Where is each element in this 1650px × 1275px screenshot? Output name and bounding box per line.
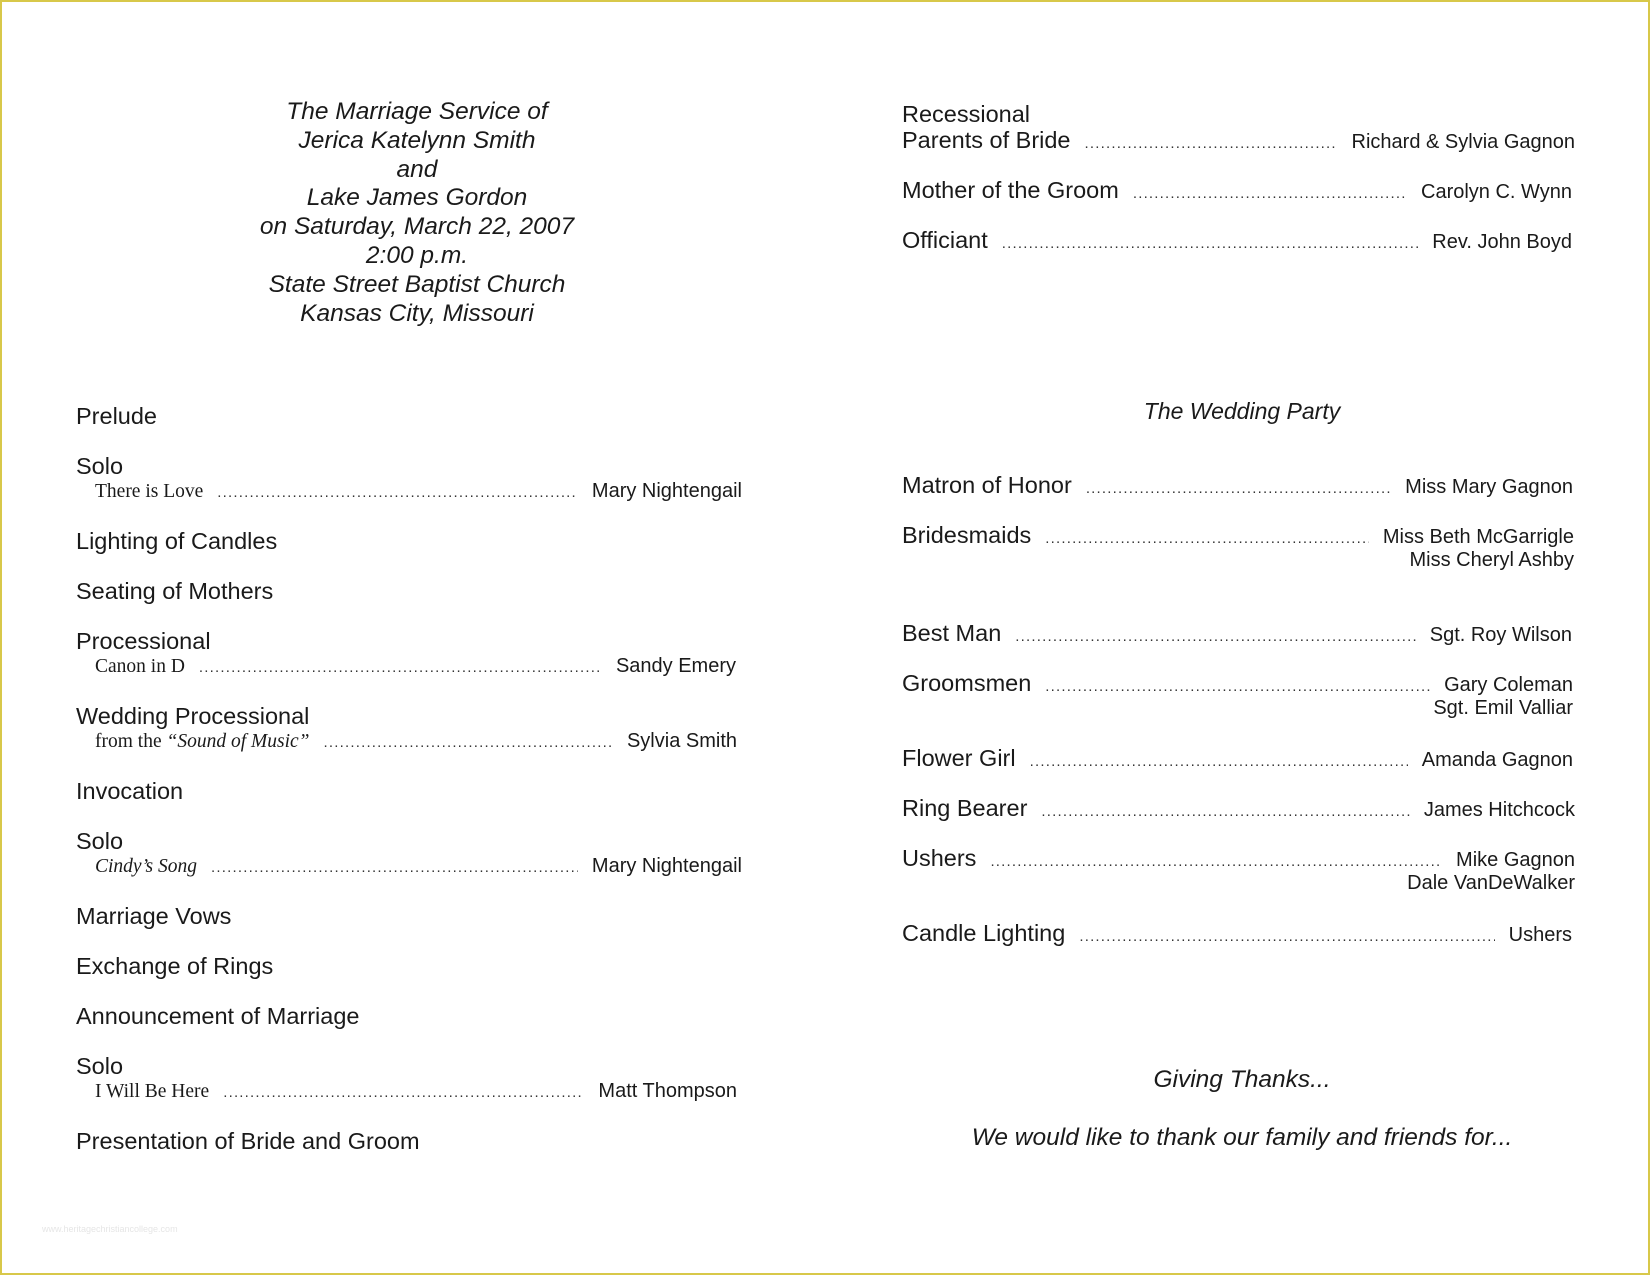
- program-item-rings: Exchange of Rings: [76, 953, 274, 979]
- program-item-wedding-processional: [76, 702, 737, 753]
- program-item-processional: [76, 627, 736, 678]
- role-names-second: Miss Cheryl Ashby: [1409, 549, 1574, 571]
- party-candle-lighting: [902, 920, 1572, 947]
- program-item-candles: Lighting of Candles: [76, 528, 278, 554]
- party-ring-bearer: [902, 795, 1575, 822]
- role-names: James Hitchcock: [1423, 799, 1575, 821]
- role-label: Mother of the Groom: [902, 177, 1119, 203]
- program-item-mothers: Seating of Mothers: [76, 578, 274, 604]
- performer-name: Mary Nightengail: [591, 855, 742, 877]
- giving-thanks-text: We would like to thank our family and friends for...: [971, 1124, 1513, 1151]
- performer-name: Sandy Emery: [615, 655, 736, 677]
- program-item-detail: [76, 1080, 737, 1103]
- recessional-officiant: [902, 227, 1572, 254]
- role-names: Amanda Gagnon: [1421, 749, 1573, 771]
- leader-dots: [1002, 236, 1419, 251]
- role-label: Officiant: [902, 227, 988, 253]
- program-item-title: Processional: [76, 628, 211, 654]
- header-line: The Marriage Service of: [286, 98, 548, 125]
- leader-dots: [199, 660, 602, 675]
- leader-dots: [1079, 929, 1494, 944]
- header-line: State Street Baptist Church: [268, 270, 566, 298]
- recessional-title: Recessional: [902, 101, 1031, 127]
- party-groomsmen: [902, 670, 1573, 720]
- wedding-party-heading: The Wedding Party: [1143, 398, 1341, 424]
- party-matron-of-honor: [902, 472, 1573, 499]
- program-item-solo-1: [76, 452, 742, 503]
- role-names-second: Dale VanDeWalker: [1407, 872, 1575, 894]
- piece-title: Canon in D: [95, 656, 185, 677]
- ceremony-header: [162, 98, 672, 328]
- leader-dots: [1133, 186, 1407, 201]
- header-line: on Saturday, March 22, 2007: [259, 213, 575, 241]
- role-names: Gary Coleman: [1444, 674, 1573, 696]
- leader-dots: [1086, 481, 1391, 496]
- role-label: Bridesmaids: [902, 522, 1032, 548]
- role-names: Miss Beth McGarrigle: [1382, 526, 1574, 548]
- role-names: Mike Gagnon: [1456, 849, 1575, 871]
- leader-dots: [223, 1085, 584, 1100]
- program-item-detail: [76, 730, 737, 753]
- piece-prefix: from the: [95, 731, 167, 752]
- role-label: Ushers: [902, 845, 977, 871]
- leader-dots: [217, 485, 578, 500]
- role-label: Best Man: [902, 620, 1002, 646]
- piece-title: There is Love: [95, 481, 204, 502]
- giving-thanks-heading: Giving Thanks...: [1153, 1066, 1331, 1093]
- role-names: Richard & Sylvia Gagnon: [1351, 131, 1575, 153]
- role-names: Rev. John Boyd: [1432, 231, 1572, 253]
- leader-dots: [1085, 136, 1338, 151]
- watermark: www.heritagechristiancollege.com: [42, 1224, 178, 1234]
- role-label: Candle Lighting: [902, 920, 1066, 946]
- program-item-title: Solo: [76, 828, 124, 854]
- piece-title: Cindy’s Song: [95, 856, 198, 877]
- party-flower-girl: [902, 745, 1573, 772]
- party-row: [902, 670, 1573, 697]
- piece-title: [95, 731, 310, 753]
- role-names: Sgt. Roy Wilson: [1429, 624, 1572, 646]
- leader-dots: [324, 735, 613, 750]
- header-line: 2:00 p.m.: [365, 241, 469, 269]
- performer-name: Matt Thompson: [598, 1080, 737, 1102]
- leader-dots: [1045, 679, 1430, 694]
- party-ushers: [902, 845, 1575, 895]
- program-item-solo-2: [76, 827, 742, 878]
- performer-name: Mary Nightengail: [591, 480, 742, 502]
- program-item-detail: [76, 480, 742, 503]
- role-label: Matron of Honor: [902, 472, 1072, 498]
- leader-dots: [1030, 754, 1408, 769]
- program-item-invocation: Invocation: [76, 778, 184, 804]
- leader-dots: [1041, 804, 1409, 819]
- role-names: Ushers: [1508, 924, 1572, 946]
- recessional-parents-of-bride: [902, 127, 1575, 154]
- header-line: Lake James Gordon: [306, 184, 528, 212]
- program-item-title: Wedding Processional: [76, 703, 310, 729]
- program-item-prelude: Prelude: [76, 403, 157, 429]
- program-item-title: Solo: [76, 453, 124, 479]
- party-row: [902, 845, 1575, 872]
- program-item-vows: Marriage Vows: [76, 903, 232, 929]
- party-row: [902, 522, 1574, 549]
- header-line: Kansas City, Missouri: [300, 299, 534, 327]
- program-item-solo-3: [76, 1052, 737, 1103]
- role-names-second: Sgt. Emil Valliar: [1433, 697, 1573, 719]
- piece-name: “Sound of Music”: [166, 731, 310, 752]
- leader-dots: [990, 854, 1442, 869]
- program-item-presentation: Presentation of Bride and Groom: [76, 1128, 420, 1154]
- role-names: Miss Mary Gagnon: [1405, 476, 1573, 498]
- piece-title: I Will Be Here: [95, 1081, 210, 1102]
- role-label: Flower Girl: [902, 745, 1016, 771]
- performer-name: Sylvia Smith: [626, 730, 737, 752]
- program-item-title: Solo: [76, 1053, 124, 1079]
- leader-dots: [211, 860, 578, 875]
- leader-dots: [1045, 531, 1369, 546]
- program-item-detail: [76, 655, 736, 678]
- role-names: Carolyn C. Wynn: [1421, 181, 1572, 203]
- role-label: Groomsmen: [902, 670, 1032, 696]
- party-bridesmaids: [902, 522, 1574, 572]
- header-line: Jerica Katelynn Smith: [298, 126, 536, 154]
- program-item-announcement: Announcement of Marriage: [76, 1003, 360, 1029]
- leader-dots: [1015, 629, 1415, 644]
- program-item-detail: [76, 855, 742, 878]
- header-line: and: [396, 155, 438, 183]
- role-label: Ring Bearer: [902, 795, 1028, 821]
- recessional-mother-of-groom: [902, 177, 1572, 204]
- party-best-man: [902, 620, 1572, 647]
- role-label: Parents of Bride: [902, 127, 1071, 153]
